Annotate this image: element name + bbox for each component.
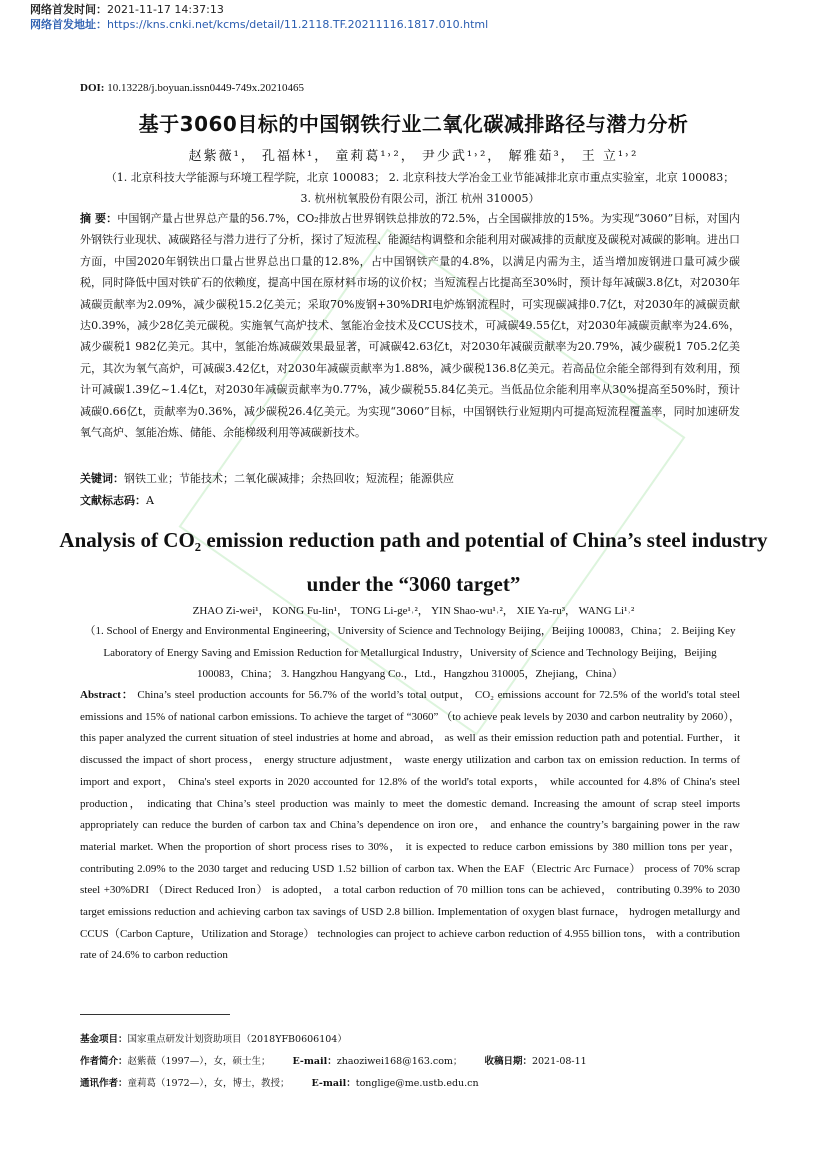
online-pub-address[interactable]: 网络首发地址：https://kns.cnki.net/kcms/detail/11.2118.TF.20211116.1817.010.html xyxy=(30,18,489,31)
english-title: Analysis of CO₂ emission reduction path and potential of China’s steel industry under the “3060 target” xyxy=(59,528,768,596)
english-abstract xyxy=(80,685,740,967)
chinese-abstract xyxy=(80,208,740,443)
chinese-authors: 赵紫薇¹， 孔福林¹， 童莉葛¹˒²， 尹少武¹˒²， 解雅茹³， 王 立¹˒² xyxy=(188,149,639,164)
doi: DOI: 10.13228/j.boyuan.issn0449-749x.20210465 xyxy=(80,82,304,94)
abstract-label: 摘 要： xyxy=(80,212,118,225)
author-intro: 作者简介：赵紫薇（1997—），女，硕士生； E-mail：zhaoziwei168@163.com； 收稿日期：2021-08-11 xyxy=(80,1056,587,1067)
english-affiliations: （1. School of Energy and Environmental Engineering，University of Science and Technology Beijing，Beijing 100083，China； 2. Beijing Key Laboratory of Energy Saving and Emission Reduction for Metallurgical Industry，University of Science and Technology Beijing，Beijing 100083，China； 3. Hangzhou Hangyang Co.，Ltd.，Hangzhou 310005，Zhejiang，China） xyxy=(84,625,736,680)
english-abstract-text: China’s steel production accounts for 56.7% of the world’s total output， CO₂ emissions account for 72.5% of the world's total steel emissions and 15% of national carbon emissions. To achieve the target of “3060” （to achieve peak levels by 2030 and carbon neutrality by 2060）， this paper analyzed the current situation of steel industries at home and abroad， as well as their emission reduction path and potential. Further， it discussed the impact of short process， energy structure adjustment， waste energy utilization and carbon tax on emission reduction. In terms of import and export， China's steel exports in 2020 accounted for 12.8% of the world's total exports， while accounted for 4.8% of China's steel production， indicating that China’s steel production was mainly to meet the domestic demand. Increasing the amount of scrap steel imports appropriately can reduce the burden of carbon tax and China’s dependence on iron ore， and enhance the country’s bargaining power in the raw material market. When the proportion of short process rises to 30%， it is expected to reduce carbon emissions by 380 million tons per year， contributing 2.09% to the 2030 target and reducing USD 1.52 billion of carbon tax. When the EAF（Electric Arc Furnace） process of 70% scrap steel +30%DRI （Direct Reduced Iron） is adopted， a total carbon reduction of 70 million tons can be achieved， contributing 0.39% to 2030 target emissions reduction and achieving carbon tax savings of USD 2.8 billion. Implementation of oxygen blast furnace， hydrogen metallurgy and CCUS（Carbon Capture，Utilization and Storage） technologies can project to achieve carbon reduction of 4.955 billion tons， with a contribution rate of 24.6% to carbon reduction xyxy=(80,689,741,962)
corresponding-author: 通讯作者：童莉葛（1972—），女，博士，教授； E-mail：tonglige@me.ustb.edu.cn xyxy=(80,1078,479,1089)
online-pub-time: 网络首发时间：2021-11-17 14:37:13 xyxy=(30,3,224,16)
chinese-title: 基于3060目标的中国钢铁行业二氧化碳减排路径与潜力分析 xyxy=(138,112,689,136)
document-code: 文献标志码：A xyxy=(80,494,154,507)
abstract-text: 中国钢产量占世界总产量的56.7%，CO₂排放占世界钢铁总排放的72.5%，占全国碳排放的15%。为实现“3060”目标，对国内外钢铁行业现状、减碳路径与潜力进行了分析，探讨了短流程、能源结构调整和余能利用对碳减排的贡献度及碳税对减碳的影响。进出口方面，中国2020年钢铁出口量占世界总出口量的12.8%，占中国钢铁产量的4.8%，以满足内需为主，适当增加废钢进口量可减少碳税，同时降低中国对铁矿石的依赖度，提高中国在原材料市场的议价权；当短流程占比提高至30%时，预计每年减碳3.8亿t，对2030年减碳贡献率为2.09%，减少碳税15.2亿美元；采取70%废钢+30%DRI电炉炼钢流程时，可实现碳减排0.7亿t，对2030年的减碳贡献达0.39%，减少28亿美元碳税。实施氧气高炉技术、氢能冶金技术及CCUS技术，可减碳49.55亿t，对2030年减碳贡献率为24.6%，减少碳税1 982亿美元。其中，氢能冶炼减碳效果最显著，可减碳42.63亿t，对2030年减碳贡献率为20.79%，减少碳税1 705.2亿美元，其次为氧气高炉，可减碳3.42亿t，对2030年减碳贡献率为1.88%，减少碳税136.8亿美元。若高品位余能全部得到有效利用，预计可减碳1.39亿~1.4亿t，对2030年减碳贡献率为0.77%，减少碳税55.84亿美元。当低品位余能利用率从30%提高至50%时，预计减碳0.66亿t，贡献率为0.36%，减少碳税26.4亿美元。为实现“3060”目标，中国钢铁行业短期内可提高短流程覆盖率，同时加速研发氧气高炉、氢能冶炼、储能、余能梯级利用等减碳新技术。 xyxy=(80,212,740,440)
publication-info xyxy=(30,2,488,32)
english-authors: ZHAO Zi-wei¹， KONG Fu-lin¹， TONG Li-ge¹˒²， YIN Shao-wu¹˒²， XIE Ya-ru³， WANG Li¹˒² xyxy=(192,605,635,617)
english-abstract-label: Abstract： xyxy=(80,689,134,701)
keywords: 关键词：钢铁工业；节能技术；二氧化碳减排；余热回收；短流程；能源供应 xyxy=(80,472,454,485)
fund-note: 基金项目：国家重点研发计划资助项目（2018YFB0606104） xyxy=(80,1034,347,1045)
chinese-affiliations: （1. 北京科技大学能源与环境工程学院，北京 100083； 2. 北京科技大学冶金工业节能减排北京市重点实验室，北京 100083； 3. 杭州杭氧股份有限公司，浙江 杭州 310005） xyxy=(105,171,735,205)
footnote-rule xyxy=(80,1014,230,1015)
